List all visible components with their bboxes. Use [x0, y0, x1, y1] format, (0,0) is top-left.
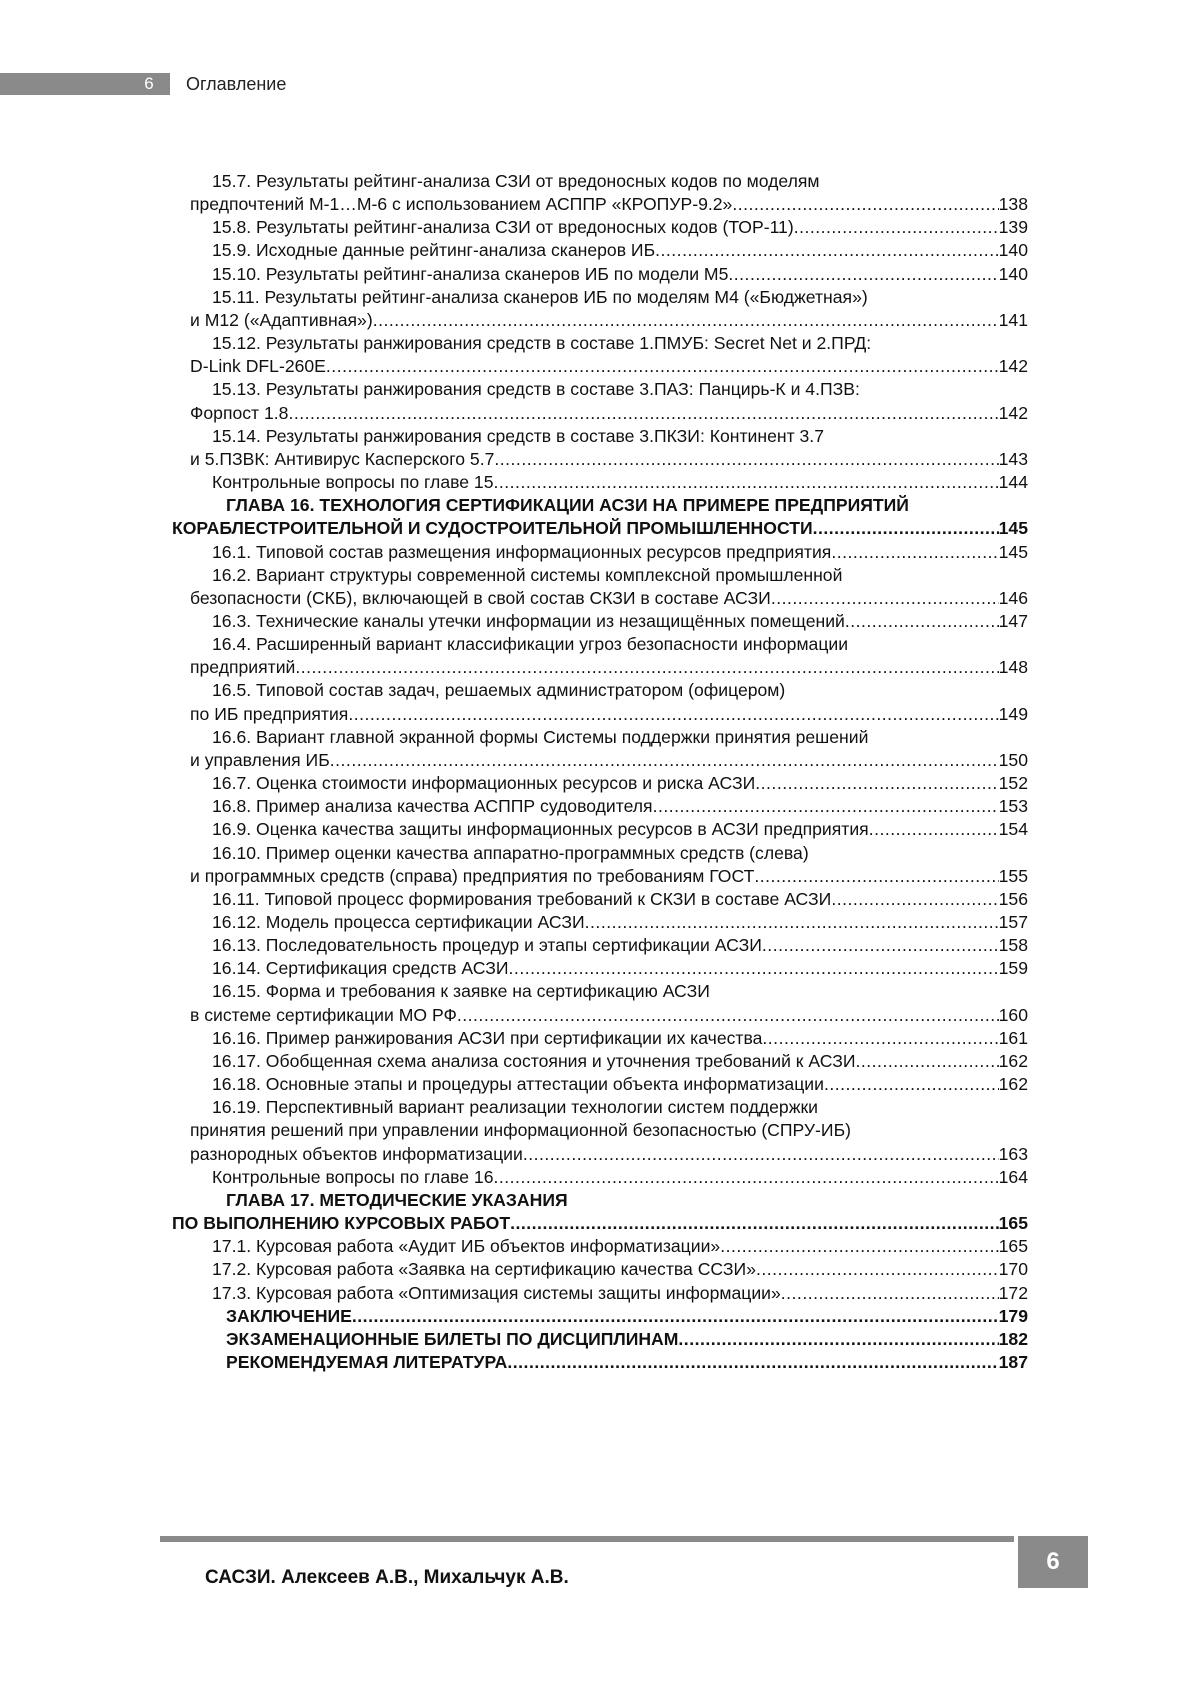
- toc-entry[interactable]: [172, 795, 1028, 818]
- toc-entry-page: 148: [998, 657, 1028, 678]
- toc-entry[interactable]: [172, 957, 1028, 980]
- header-title: Оглавление: [186, 74, 287, 94]
- toc-entry[interactable]: [172, 494, 1028, 517]
- toc-leader-dots: [794, 216, 999, 239]
- toc-entry[interactable]: [172, 818, 1028, 841]
- toc-leader-dots: [781, 1282, 999, 1305]
- toc-entry-page: 160: [998, 1004, 1028, 1025]
- toc-leader-dots: [523, 1143, 999, 1166]
- toc-entry[interactable]: [172, 193, 1028, 216]
- toc-leader-dots: [831, 888, 998, 911]
- toc-entry-title: 16.2. Вариант структуры современной системы комплексной промышленной: [212, 564, 843, 585]
- toc-entry[interactable]: [172, 610, 1028, 633]
- toc-entry[interactable]: [172, 1096, 1028, 1119]
- toc-entry[interactable]: [172, 656, 1028, 679]
- toc-leader-dots: [762, 934, 999, 957]
- toc-entry-page: 149: [998, 703, 1028, 724]
- toc-entry-page: 170: [998, 1259, 1028, 1280]
- toc-entry-page: 138: [998, 194, 1028, 215]
- toc-entry-title: 16.17. Обобщенная схема анализа состояния и уточнения требований к АСЗИ: [212, 1050, 856, 1071]
- toc-entry-page: 182: [998, 1328, 1028, 1349]
- toc-entry-title: 16.15. Форма и требования к заявке на сертификацию АСЗИ: [212, 981, 710, 1002]
- toc-entry-title: 16.10. Пример оценки качества аппаратно-программных средств (слева): [212, 842, 809, 863]
- toc-entry-page: 156: [998, 888, 1028, 909]
- toc-entry-title: по ИБ предприятия: [190, 703, 349, 724]
- toc-entry[interactable]: [172, 286, 1028, 309]
- toc-entry-page: 164: [998, 1166, 1028, 1187]
- toc-entry[interactable]: [172, 564, 1028, 587]
- toc-entry[interactable]: [172, 1351, 1028, 1374]
- toc-entry[interactable]: [172, 448, 1028, 471]
- toc-entry-title: 16.13. Последовательность процедур и этапы сертификации АСЗИ: [212, 935, 762, 956]
- toc-entry-title: 17.1. Курсовая работа «Аудит ИБ объектов информатизации»: [212, 1236, 721, 1257]
- toc-entry-title: 16.18. Основные этапы и процедуры аттестации объекта информатизации: [212, 1074, 824, 1095]
- toc-leader-dots: [771, 587, 999, 610]
- toc-entry-title: 16.5. Типовой состав задач, решаемых администратором (офицером): [212, 680, 786, 701]
- toc-entry[interactable]: [172, 633, 1028, 656]
- toc-entry[interactable]: [172, 1282, 1028, 1305]
- toc-entry-page: 187: [998, 1351, 1028, 1372]
- toc-leader-dots: [326, 355, 999, 378]
- toc-entry-title: безопасности (СКБ), включающей в свой состав СКЗИ в составе АСЗИ: [190, 587, 771, 608]
- toc-entry-title: 17.3. Курсовая работа «Оптимизация системы защиты информации»: [212, 1282, 781, 1303]
- toc-leader-dots: [509, 957, 999, 980]
- toc-entry-page: 145: [998, 518, 1028, 539]
- toc-entry-page: 162: [998, 1050, 1028, 1071]
- toc-entry[interactable]: [172, 425, 1028, 448]
- toc-entry-title: 16.9. Оценка качества защиты информационных ресурсов в АСЗИ предприятия: [212, 819, 869, 840]
- toc-entry[interactable]: [172, 1212, 1028, 1235]
- toc-leader-dots: [494, 1166, 999, 1189]
- toc-entry[interactable]: [172, 517, 1028, 540]
- toc-entry[interactable]: [172, 1305, 1028, 1328]
- toc-entry-title: 16.3. Технические каналы утечки информации из незащищённых помещений: [212, 610, 845, 631]
- toc-entry-title: 15.13. Результаты ранжирования средств в составе 3.ПАЗ: Панцирь-К и 4.ПЗВ:: [212, 379, 860, 400]
- toc-leader-dots: [457, 1004, 999, 1027]
- toc-entry-title: и М12 («Адаптивная»): [190, 309, 373, 330]
- toc-entry-page: 150: [998, 749, 1028, 770]
- toc-leader-dots: [494, 471, 999, 494]
- toc-entry-page: 159: [998, 958, 1028, 979]
- toc-entry[interactable]: [172, 378, 1028, 401]
- toc-entry-title: 16.8. Пример анализа качества АСППР судоводителя: [212, 796, 653, 817]
- toc-entry-title: 16.6. Вариант главной экранной формы Системы поддержки принятия решений: [212, 726, 869, 747]
- toc-leader-dots: [813, 517, 999, 540]
- toc-leader-dots: [507, 1351, 998, 1374]
- toc-entry-page: 142: [998, 402, 1028, 423]
- toc-leader-dots: [348, 703, 998, 726]
- toc-entry-title: КОРАБЛЕСТРОИТЕЛЬНОЙ И СУДОСТРОИТЕЛЬНОЙ ПРОМЫШЛЕННОСТИ: [172, 518, 813, 539]
- toc-entry[interactable]: [172, 1166, 1028, 1189]
- toc-entry-title: и программных средств (справа) предприятия по требованиям ГОСТ: [190, 865, 755, 886]
- toc-entry[interactable]: [172, 865, 1028, 888]
- toc-entry-title: ПО ВЫПОЛНЕНИЮ КУРСОВЫХ РАБОТ: [172, 1213, 511, 1234]
- toc-leader-dots: [720, 1235, 998, 1258]
- toc-entry-page: 145: [998, 541, 1028, 562]
- toc-entry-title: 15.8. Результаты рейтинг-анализа СЗИ от вредоносных кодов (ТОР-11): [212, 217, 794, 238]
- toc-leader-dots: [756, 1258, 999, 1281]
- toc-entry-title: ГЛАВА 16. ТЕХНОЛОГИЯ СЕРТИФИКАЦИИ АСЗИ НА ПРИМЕРЕ ПРЕДПРИЯТИЙ: [226, 495, 909, 516]
- toc-entry-title: 17.2. Курсовая работа «Заявка на сертификацию качества ССЗИ»: [212, 1259, 756, 1280]
- toc-entry-title: 16.14. Сертификация средств АСЗИ: [212, 958, 509, 979]
- toc-entry[interactable]: [172, 1073, 1028, 1096]
- toc-leader-dots: [510, 1212, 999, 1235]
- toc-leader-dots: [824, 1073, 999, 1096]
- toc-entry-title: предпочтений М-1…М-6 с использованием АСППР «КРОПУР-9.2»: [190, 194, 733, 215]
- toc-entry[interactable]: [172, 239, 1028, 262]
- toc-leader-dots: [831, 541, 998, 564]
- toc-entry-title: в системе сертификации МО РФ: [190, 1004, 457, 1025]
- toc-entry-title: разнородных объектов информатизации: [190, 1143, 523, 1164]
- toc-entry[interactable]: [172, 587, 1028, 610]
- toc-entry-title: 15.10. Результаты рейтинг-анализа сканеров ИБ по модели М5: [212, 263, 729, 284]
- toc-entry[interactable]: [172, 1258, 1028, 1281]
- toc-entry-title: 16.4. Расширенный вариант классификации угроз безопасности информации: [212, 634, 849, 655]
- toc-entry-page: 179: [998, 1305, 1028, 1326]
- toc-entry[interactable]: [172, 541, 1028, 564]
- toc-entry[interactable]: [172, 1119, 1028, 1142]
- toc-leader-dots: [678, 1328, 998, 1351]
- toc-leader-dots: [653, 795, 999, 818]
- toc-entry[interactable]: [172, 216, 1028, 239]
- toc-entry-title: 15.9. Исходные данные рейтинг-анализа сканеров ИБ: [212, 240, 656, 261]
- toc-entry[interactable]: [172, 1050, 1028, 1073]
- toc-entry-title: 16.11. Типовой процесс формирования требований к СКЗИ в составе АСЗИ: [212, 888, 832, 909]
- toc-leader-dots: [856, 1050, 999, 1073]
- toc-entry[interactable]: [172, 1235, 1028, 1258]
- toc-entry-title: 16.12. Модель процесса сертификации АСЗИ: [212, 912, 585, 932]
- toc-entry[interactable]: [172, 1328, 1028, 1351]
- toc-leader-dots: [732, 193, 998, 216]
- toc-leader-dots: [754, 865, 998, 888]
- toc-leader-dots: [655, 239, 999, 262]
- toc-entry[interactable]: [172, 980, 1028, 1003]
- toc-leader-dots: [869, 818, 999, 841]
- toc-leader-dots: [330, 749, 999, 772]
- toc-entry-title: ЭКЗАМЕНАЦИОННЫЕ БИЛЕТЫ ПО ДИСЦИПЛИНАМ: [226, 1328, 679, 1349]
- toc-leader-dots: [373, 309, 999, 332]
- toc-entry-title: ГЛАВА 17. МЕТОДИЧЕСКИЕ УКАЗАНИЯ: [226, 1189, 568, 1210]
- toc-entry-title: 15.12. Результаты ранжирования средств в составе 1.ПМУБ: Secret Net и 2.ПРД:: [212, 333, 872, 354]
- toc-entry[interactable]: [172, 332, 1028, 355]
- toc-entry[interactable]: [172, 934, 1028, 957]
- toc-leader-dots: [755, 772, 998, 795]
- toc-leader-dots: [295, 656, 998, 679]
- footer-authors: САСЗИ. Алексеев А.В., Михальчук А.В.: [205, 1567, 569, 1588]
- toc-entry[interactable]: [172, 749, 1028, 772]
- toc-entry-title: 16.19. Перспективный вариант реализации технологии систем поддержки: [212, 1097, 818, 1118]
- toc-entry-title: Контрольные вопросы по главе 16: [212, 1166, 494, 1187]
- toc-entry-page: 140: [998, 263, 1028, 284]
- toc-entry[interactable]: [172, 1189, 1028, 1212]
- toc-entry[interactable]: [172, 1027, 1028, 1050]
- toc-entry-page: 165: [998, 1213, 1028, 1234]
- toc-entry-title: 16.7. Оценка стоимости информационных ресурсов и риска АСЗИ: [212, 773, 756, 794]
- toc-entry-title: 15.14. Результаты ранжирования средств в составе 3.ПКЗИ: Континент 3.7: [212, 425, 824, 446]
- toc-entry-page: 140: [998, 240, 1028, 261]
- toc-entry-page: 152: [998, 773, 1028, 794]
- toc-entry[interactable]: [172, 471, 1028, 494]
- toc-entry[interactable]: [172, 263, 1028, 286]
- toc-entry-page: 157: [998, 912, 1028, 932]
- footer-page-number: 6: [1018, 1536, 1088, 1588]
- toc-entry-page: 162: [998, 1074, 1028, 1095]
- toc-entry-title: принятия решений при управлении информационной безопасностью (СПРУ-ИБ): [190, 1120, 851, 1141]
- toc-entry-title: D-Link DFL-260E: [190, 356, 326, 377]
- toc-entry-page: 161: [998, 1027, 1028, 1048]
- toc-entry-title: и управления ИБ: [190, 749, 330, 770]
- toc-entry-page: 154: [998, 819, 1028, 840]
- toc-entry-title: 15.11. Результаты рейтинг-анализа сканеров ИБ по моделям М4 («Бюджетная»): [212, 286, 868, 307]
- header-page-number: 6: [144, 74, 154, 93]
- toc-entry[interactable]: [172, 772, 1028, 795]
- toc-entry-title: 15.7. Результаты рейтинг-анализа СЗИ от вредоносных кодов по моделям: [212, 171, 820, 191]
- table-of-contents: [172, 170, 1028, 1374]
- toc-leader-dots: [762, 1027, 998, 1050]
- toc-entry[interactable]: [172, 842, 1028, 865]
- toc-leader-dots: [288, 402, 998, 425]
- toc-entry-title: 16.1. Типовой состав размещения информационных ресурсов предприятия: [212, 541, 832, 562]
- toc-entry[interactable]: [172, 911, 1028, 934]
- toc-entry-title: и 5.ПЗВК: Антивирус Касперского 5.7: [190, 448, 495, 469]
- toc-entry-page: 143: [998, 448, 1028, 469]
- toc-entry-page: 172: [998, 1282, 1028, 1303]
- toc-entry[interactable]: [172, 1143, 1028, 1166]
- toc-entry-title: Форпост 1.8: [190, 402, 289, 423]
- toc-entry[interactable]: [172, 355, 1028, 378]
- toc-entry-page: 142: [998, 356, 1028, 377]
- toc-entry[interactable]: [172, 309, 1028, 332]
- toc-entry-page: 146: [998, 587, 1028, 608]
- toc-leader-dots: [352, 1305, 999, 1328]
- toc-entry-page: 141: [998, 309, 1028, 330]
- toc-entry-page: 139: [998, 217, 1028, 238]
- toc-entry-page: 155: [998, 865, 1028, 886]
- toc-entry-title: ЗАКЛЮЧЕНИЕ: [226, 1305, 352, 1326]
- toc-entry-page: 153: [998, 796, 1028, 817]
- toc-entry[interactable]: [172, 1004, 1028, 1027]
- toc-entry-title: Контрольные вопросы по главе 15: [212, 472, 494, 493]
- toc-leader-dots: [585, 911, 999, 934]
- toc-entry[interactable]: [172, 726, 1028, 749]
- toc-entry[interactable]: [172, 703, 1028, 726]
- toc-entry-page: 144: [998, 472, 1028, 493]
- toc-entry[interactable]: [172, 888, 1028, 911]
- toc-entry-page: 158: [998, 935, 1028, 956]
- toc-entry-page: 147: [998, 610, 1028, 631]
- toc-entry[interactable]: [172, 402, 1028, 425]
- toc-entry-title: РЕКОМЕНДУЕМАЯ ЛИТЕРАТУРА: [226, 1351, 508, 1372]
- toc-leader-dots: [845, 610, 999, 633]
- toc-leader-dots: [728, 263, 998, 286]
- toc-entry-title: предприятий: [190, 657, 296, 678]
- toc-entry-page: 165: [998, 1236, 1028, 1257]
- footer-rule: [160, 1536, 1014, 1542]
- toc-entry[interactable]: [172, 679, 1028, 702]
- toc-entry[interactable]: [172, 170, 1028, 193]
- toc-entry-page: 163: [998, 1143, 1028, 1164]
- toc-leader-dots: [494, 448, 998, 471]
- toc-entry-title: 16.16. Пример ранжирования АСЗИ при сертификации их качества: [212, 1027, 763, 1048]
